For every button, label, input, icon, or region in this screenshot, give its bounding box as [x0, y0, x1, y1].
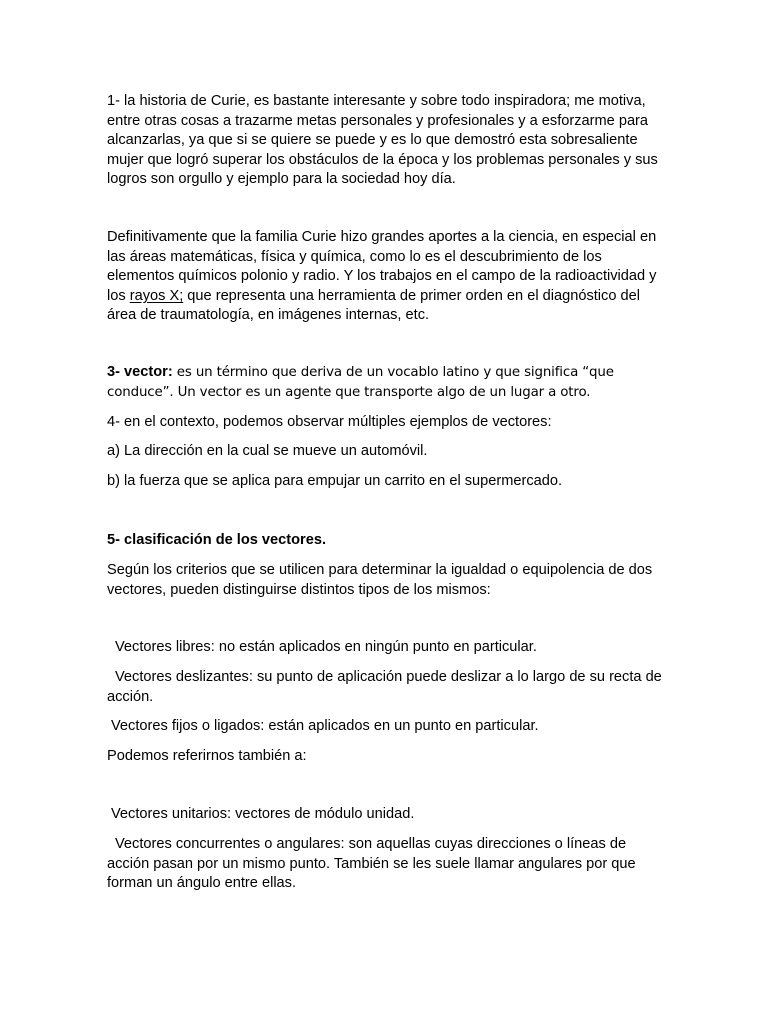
- example-item-a: a) La dirección en la cual se mueve un automóvil.: [107, 443, 428, 459]
- link-rayos-x[interactable]: rayos X;: [129, 287, 184, 304]
- paragraph-text-before-link: Definitivamente que la familia Curie hizo grandes aportes a la ciencia, en especial en las áreas matemáticas, física y química, como lo es el descubrimiento de los elementos químicos polonio y radio. Y los trabajos en el campo de la radioactividad y los: [107, 229, 657, 304]
- paragraph-text-after-link: que representa una herramienta de primer orden en el diagnóstico del área de traumatología, en imágenes internas, etc.: [107, 287, 640, 324]
- paragraph-examples-intro: 4- en el contexto, podemos observar múltiples ejemplos de vectores:: [107, 414, 552, 430]
- example-item-b: b) la fuerza que se aplica para empujar un carrito en el supermercado.: [107, 473, 563, 489]
- vector-type-concurrentes: Vectores concurrentes o angulares: son aquellas cuyas direcciones o líneas de acción pasan por un mismo punto. También se les suele llamar angulares por que forman un ángulo entre ellas.: [107, 836, 636, 892]
- section-heading-classification: [107, 531, 667, 551]
- vector-type-unitarios: Vectores unitarios: vectores de módulo unidad.: [111, 806, 415, 822]
- vector-definition-text: es un término que deriva de un vocablo latino y que significa “que conduce”. Un vector es un agente que transporte algo de un lugar a otro.: [107, 365, 614, 400]
- paragraph-also-refer: Podemos referirnos también a:: [107, 748, 307, 764]
- vector-type-fijos: Vectores fijos o ligados: están aplicados en un punto en particular.: [111, 718, 539, 734]
- paragraph-classification-intro: Según los criterios que se utilicen para determinar la igualdad o equipolencia de dos vectores, pueden distinguirse distintos tipos de los mismos:: [107, 562, 653, 598]
- paragraph-vector-definition: [107, 363, 647, 402]
- vector-type-deslizantes: Vectores deslizantes: su punto de aplicación puede deslizar a lo largo de su recta de acción.: [107, 669, 662, 705]
- vector-term-label: 3- vector:: [107, 364, 173, 380]
- paragraph-curie-contributions: [107, 228, 667, 326]
- vector-type-libres: Vectores libres: no están aplicados en ningún punto en particular.: [115, 639, 537, 655]
- section-heading-text: 5- clasificación de los vectores.: [107, 532, 327, 548]
- paragraph-curie-story: 1- la historia de Curie, es bastante interesante y sobre todo inspiradora; me motiva, entre otras cosas a trazarme metas personales y profesionales y a esforzarme para alcanzarlas, ya que si se quiere se puede y es lo que demostró esta sobresaliente mujer que logró superar los obstáculos de la época y los problemas personales y sus logros son orgullo y ejemplo para la sociedad hoy día.: [107, 93, 658, 188]
